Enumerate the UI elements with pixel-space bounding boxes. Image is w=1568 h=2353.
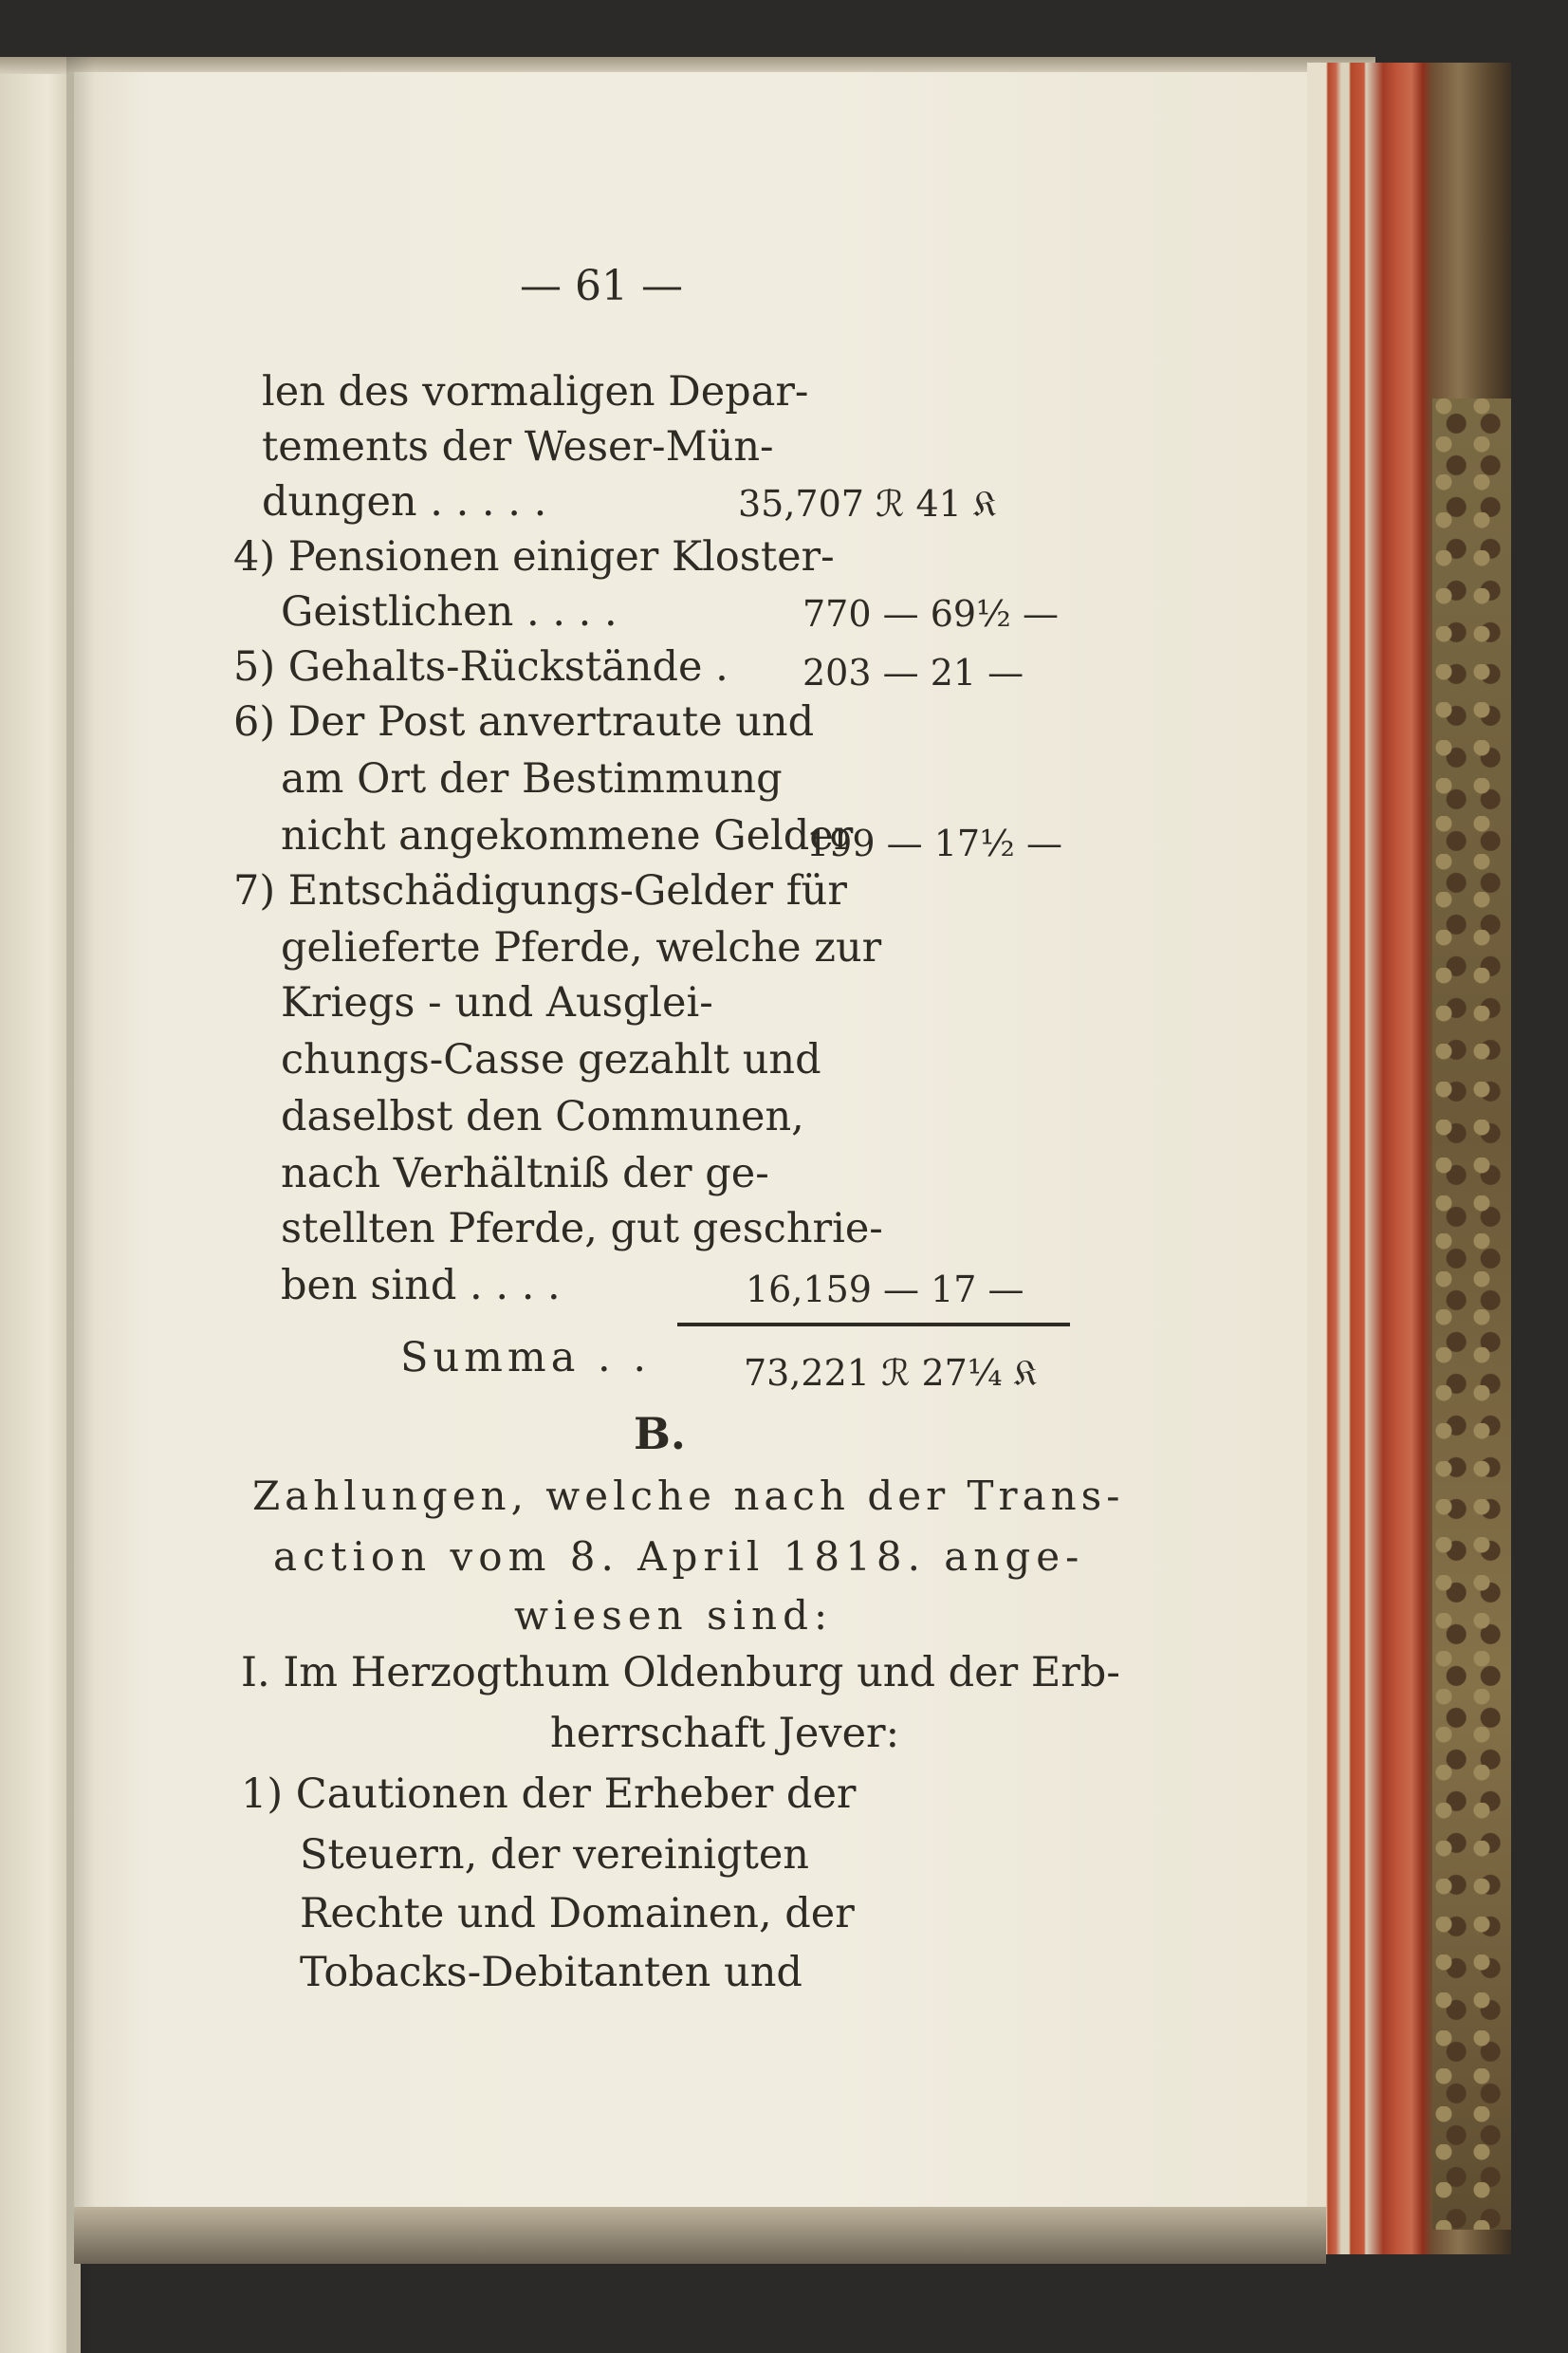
section-b-heading-line-3: wiesen sind:	[514, 1592, 834, 1639]
section-b-letter: B.	[634, 1408, 686, 1459]
item5-amount: 203 — 21 —	[802, 652, 1024, 694]
item3-last-line: dungen . . . . .	[262, 478, 547, 526]
marbled-cover	[1432, 398, 1511, 2230]
item3-amount: 35,707 ℛ︎ 41 𝔎	[738, 483, 997, 525]
item7-line-5: daselbst den Communen,	[281, 1093, 804, 1140]
part1-line-1: I. Im Herzogthum Oldenburg und der Erb-	[241, 1649, 1120, 1696]
item7-line-6: nach Verhältniß der ge-	[281, 1150, 769, 1197]
item6-line-1: 6) Der Post anvertraute und	[233, 698, 815, 746]
item4-amount: 770 — 69½ —	[802, 593, 1059, 635]
bottom-edge-shadow	[74, 2207, 1326, 2264]
page-number: — 61 —	[520, 262, 683, 310]
item7-line-2: gelieferte Pferde, welche zur	[281, 924, 882, 972]
section-b-heading-line-1: Zahlungen, welche nach der Trans-	[252, 1473, 1125, 1519]
item6-line-2: am Ort der Bestimmung	[281, 755, 783, 803]
item7-last-line: ben sind . . . .	[281, 1262, 561, 1309]
item7-line-7: stellten Pferde, gut geschrie-	[281, 1205, 883, 1252]
item7-amount: 16,159 — 17 —	[746, 1269, 1024, 1310]
item7-line-1: 7) Entschädigungs-Gelder für	[233, 867, 847, 915]
item1-line-4: Tobacks-Debitanten und	[300, 1949, 802, 1996]
sum-rule	[677, 1323, 1070, 1326]
item7-line-4: chungs-Casse gezahlt und	[281, 1036, 821, 1084]
item4-line-1: 4) Pensionen einiger Kloster-	[233, 533, 835, 581]
item1-line-3: Rechte und Domainen, der	[300, 1890, 855, 1937]
item5-text: 5) Gehalts-Rückstände .	[233, 643, 729, 691]
summa-amount: 73,221 ℛ︎ 27¼ 𝔎	[744, 1352, 1038, 1394]
item3-line-1: len des vormaligen Depar-	[262, 368, 809, 416]
item7-line-3: Kriegs - und Ausglei-	[281, 979, 713, 1027]
item1-line-2: Steuern, der vereinigten	[300, 1831, 809, 1879]
item3-line-2: tements der Weser-Mün-	[262, 423, 774, 471]
item6-last-line: nicht angekommene Gelder	[281, 812, 854, 860]
item1-line-1: 1) Cautionen der Erheber der	[241, 1770, 857, 1818]
section-b-heading-line-2: action vom 8. April 1818. ange-	[273, 1533, 1085, 1580]
spine-shadow	[66, 57, 95, 2353]
item6-amount: 199 — 17½ —	[806, 823, 1062, 864]
part1-line-2: herrschaft Jever:	[550, 1710, 900, 1757]
item4-last-line: Geistlichen . . . .	[281, 588, 618, 636]
summa-label: Summa . .	[400, 1334, 652, 1381]
